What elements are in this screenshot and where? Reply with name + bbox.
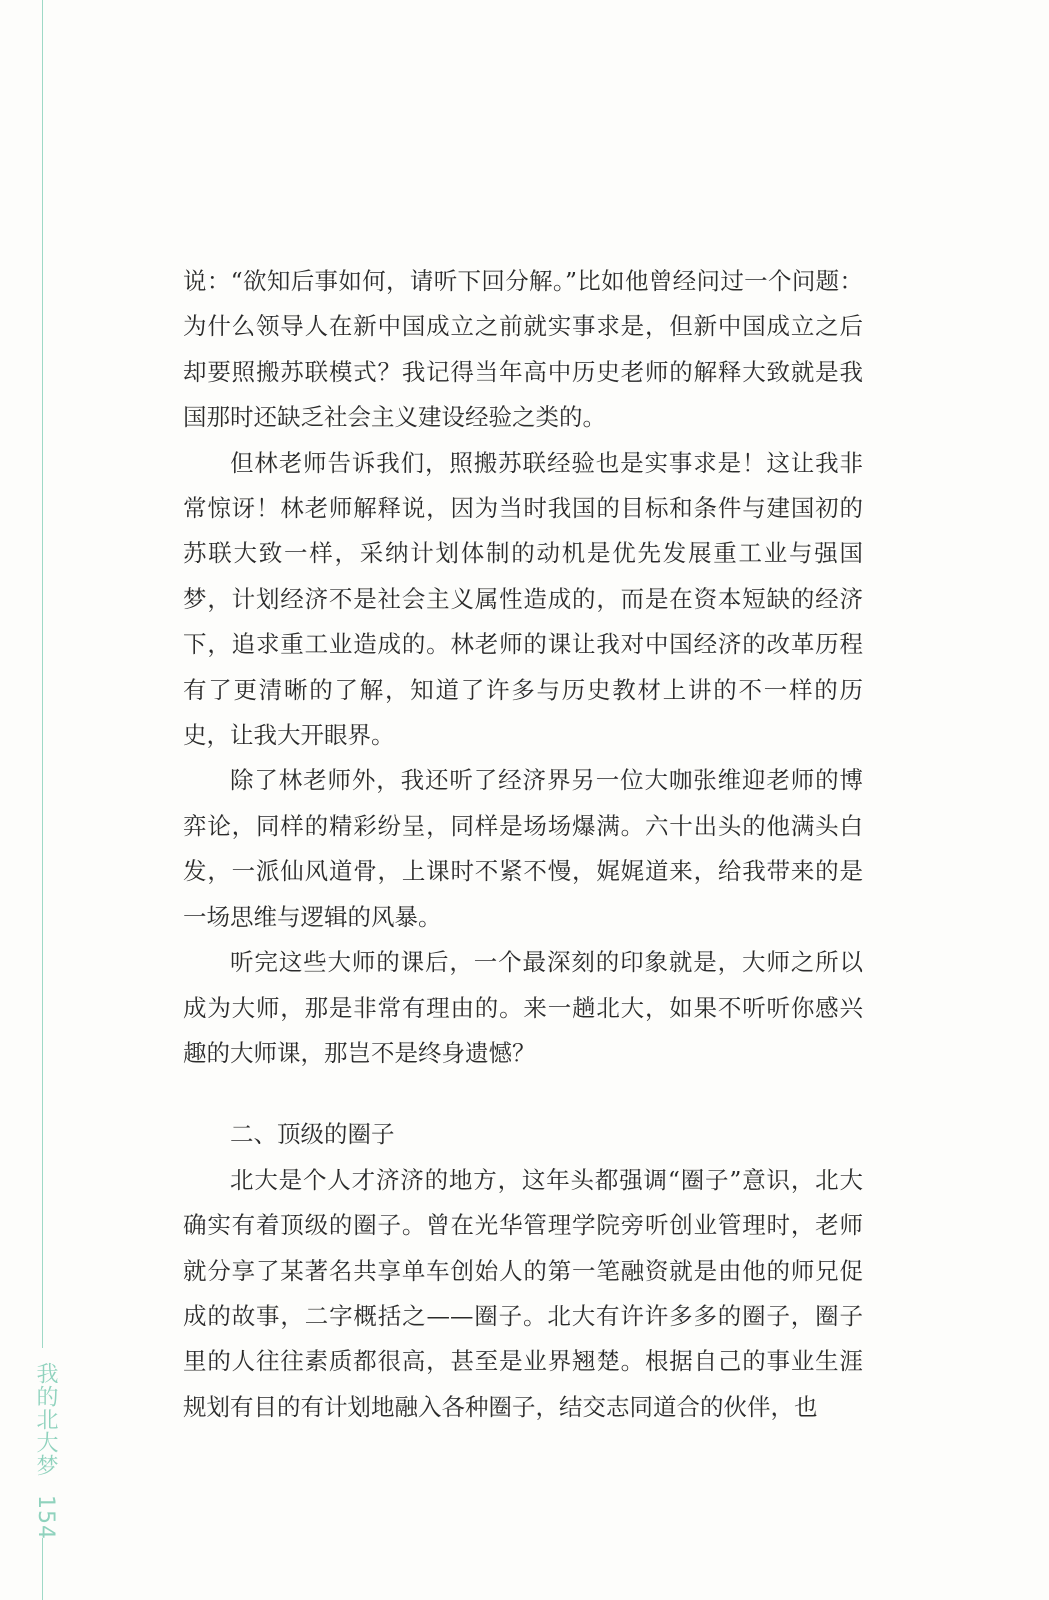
page-number: 154: [33, 1495, 58, 1540]
paragraph: 但林老师告诉我们，照搬苏联经验也是实事求是！这让我非常惊讶！林老师解释说，因为当时我国的目标和条件与建国初的苏联大致一样，采纳计划体制的动机是优先发展重工业与强国梦，计划经济不是社会主义属性造成的，而是在资本短缺的经济下，追求重工业造成的。林老师的课让我对中国经济的改革历程有了更清晰的了解，知道了许多与历史教材上讲的不一样的历史，让我大开眼界。: [183, 448, 863, 750]
section-heading: 二、顶级的圈子: [230, 1120, 395, 1149]
body-text: [183, 259, 863, 1430]
section-spacer: [183, 1076, 863, 1112]
paragraph: 说：“欲知后事如何，请听下回分解。”比如他曾经问过一个问题：为什么领导人在新中国成立之前就实事求是，但新中国成立之后却要照搬苏联模式？我记得当年高中历史老师的解释大致就是我国那时还缺乏社会主义建设经验之类的。: [183, 267, 863, 432]
paragraph: 除了林老师外，我还听了经济界另一位大咖张维迎老师的博弈论，同样的精彩纷呈，同样是场场爆满。六十出头的他满头白发，一派仙风道骨，上课时不紧不慢，娓娓道来，给我带来的是一场思维与逻辑的风暴。: [183, 766, 863, 931]
running-foot: [30, 1362, 60, 1540]
margin-rule: [42, 1538, 43, 1600]
book-title: 我的北大梦: [33, 1362, 58, 1477]
paragraph: 北大是个人才济济的地方，这年头都强调“圈子”意识，北大确实有着顶级的圈子。曾在光华管理学院旁听创业管理时，老师就分享了某著名共享单车创始人的第一笔融资就是由他的师兄促成的故事，二字概括之——圈子。北大有许许多多的圈子，圈子里的人往往素质都很高，甚至是业界翘楚。根据自己的事业生涯规划有目的有计划地融入各种圈子，结交志同道合的伙伴，也: [183, 1165, 863, 1421]
paragraph: 听完这些大师的课后，一个最深刻的印象就是，大师之所以成为大师，那是非常有理由的。来一趟北大，如果不听听你感兴趣的大师课，那岂不是终身遗憾？: [183, 948, 863, 1067]
margin-rule: [42, 0, 43, 1348]
